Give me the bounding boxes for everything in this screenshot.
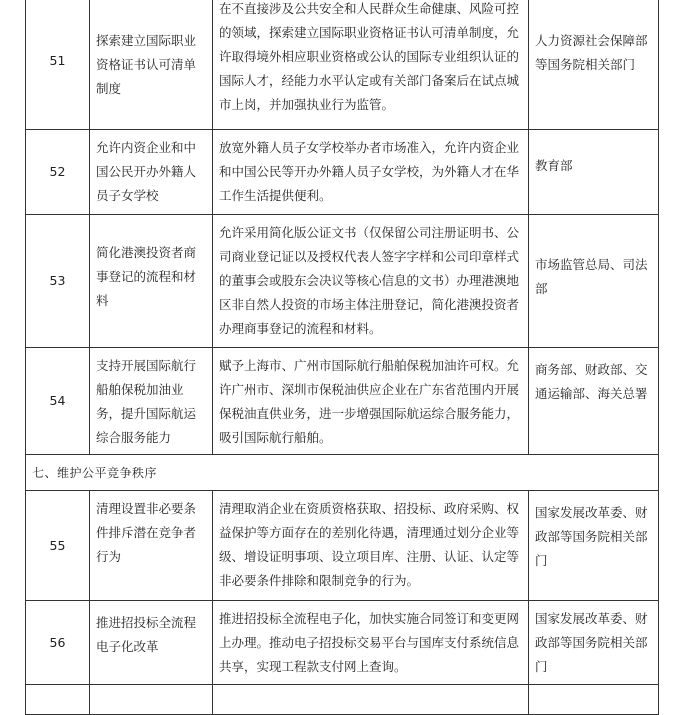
table-row — [26, 130, 659, 215]
responsible-department: 商务部、财政部、交通运输部、海关总署 — [529, 348, 659, 455]
row-number: 54 — [26, 348, 90, 455]
row-number: 53 — [26, 215, 90, 348]
reform-item: 允许内资企业和中国公民开办外籍人员子女学校 — [90, 130, 213, 215]
row-number: 56 — [26, 601, 90, 685]
measure-description: 允许采用简化版公证文书（仅保留公司注册证明书、公司商业登记证以及授权代表人签字字样和公司印章样式的董事会或股东会决议等核心信息的文书）办理港澳地区非自然人投资的市场主体注册登记，简化港澳投资者办理商事登记的流程和材料。 — [213, 215, 529, 348]
measure-description: 在不直接涉及公共安全和人民群众生命健康、风险可控的领域，探索建立国际职业资格证书认可清单制度，允许取得境外相应职业资格或公认的国际专业组织认证的国际人才，经能力水平认定或有关部门备案后在试点城市上岗，并加强执业行为监管。 — [213, 0, 529, 130]
responsible-department: 人力资源社会保障部等国务院相关部门 — [529, 0, 659, 130]
table-row — [26, 491, 659, 601]
table-row — [26, 215, 659, 348]
row-number: 51 — [26, 0, 90, 130]
table-row — [26, 348, 659, 455]
reform-item: 支持开展国际航行船舶保税加油业务，提升国际航运综合服务能力 — [90, 348, 213, 455]
policy-table-page — [25, 0, 659, 715]
responsible-department: 国家发展改革委、财政部等国务院相关部门 — [529, 491, 659, 601]
measure-description: 赋予上海市、广州市国际航行船舶保税加油许可权。允许广州市、深圳市保税油供应企业在广东省范围内开展保税油直供业务，进一步增强国际航运综合服务能力，吸引国际航行船舶。 — [213, 348, 529, 455]
table-row — [26, 601, 659, 685]
row-number: 52 — [26, 130, 90, 215]
empty-cell — [213, 685, 529, 715]
row-number: 55 — [26, 491, 90, 601]
table-row-next-partial — [26, 685, 659, 715]
empty-cell — [90, 685, 213, 715]
policy-measures-table — [25, 0, 659, 715]
measure-description: 推进招投标全流程电子化，加快实施合同签订和变更网上办理。推动电子招投标交易平台与国库支付系统信息共享，实现工程款支付网上查询。 — [213, 601, 529, 685]
responsible-department: 国家发展改革委、财政部等国务院相关部门 — [529, 601, 659, 685]
reform-item: 清理设置非必要条件排斥潜在竞争者行为 — [90, 491, 213, 601]
section-title: 七、维护公平竞争秩序 — [26, 455, 659, 491]
empty-cell — [529, 685, 659, 715]
responsible-department: 市场监管总局、司法部 — [529, 215, 659, 348]
reform-item: 简化港澳投资者商事登记的流程和材料 — [90, 215, 213, 348]
measure-description: 放宽外籍人员子女学校举办者市场准入，允许内资企业和中国公民等开办外籍人员子女学校，为外籍人才在华工作生活提供便利。 — [213, 130, 529, 215]
measure-description: 清理取消企业在资质资格获取、招投标、政府采购、权益保护等方面存在的差别化待遇，清理通过划分企业等级、增设证明事项、设立项目库、注册、认证、认定等非必要条件排除和限制竞争的行为。 — [213, 491, 529, 601]
table-row — [26, 0, 659, 130]
section-header-row — [26, 455, 659, 491]
reform-item: 推进招投标全流程电子化改革 — [90, 601, 213, 685]
reform-item: 探索建立国际职业资格证书认可清单制度 — [90, 0, 213, 130]
empty-cell — [26, 685, 90, 715]
responsible-department: 教育部 — [529, 130, 659, 215]
